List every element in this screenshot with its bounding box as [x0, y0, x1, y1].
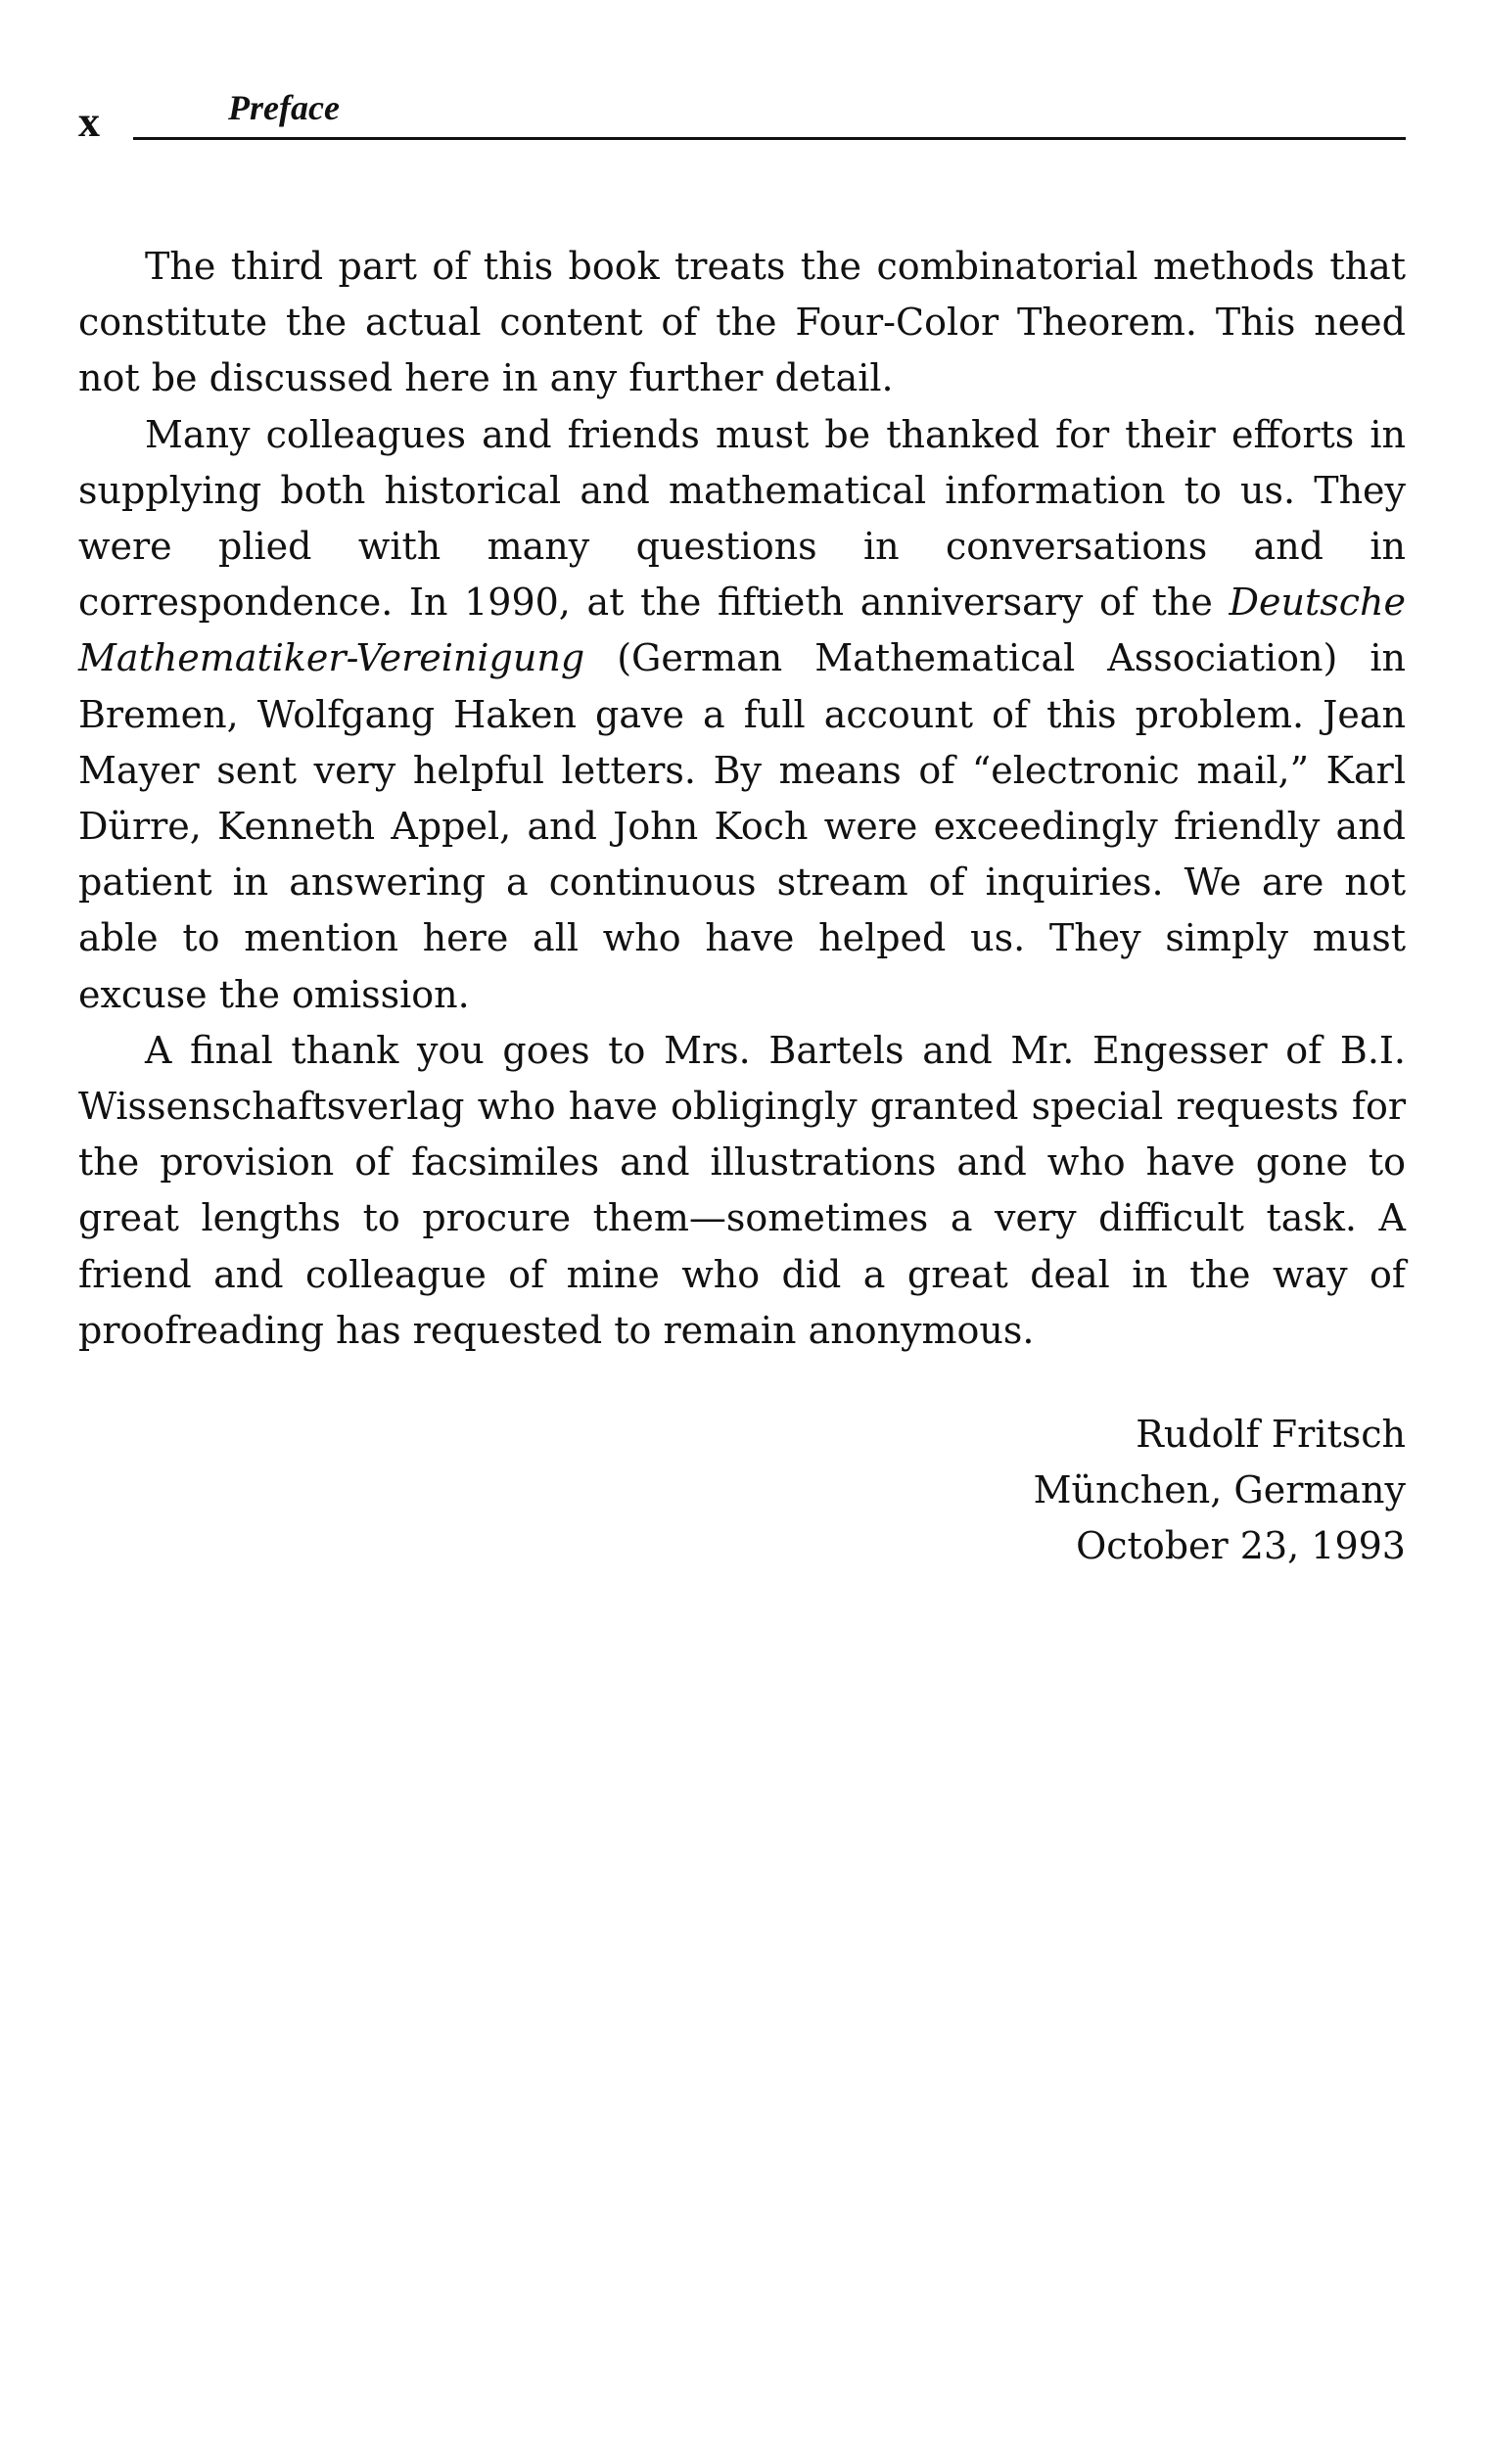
paragraph-1: The third part of this book treats the combinatorial methods that constitute the actual content of the Four-Color Theorem. This need not be discussed here in any further detail.	[78, 245, 1406, 400]
paragraph-3: A final thank you goes to Mrs. Bartels and Mr. Engesser of B.I. Wissenschaftsverlag who have obligingly granted special requests for the provision of facsimiles and illustrations and who have gone to great lengths to procure them—sometimes a very difficult task. A friend and colleague of mine who did a great deal in the way of proofreading has requested to remain anonymous.	[78, 1028, 1406, 1352]
paragraph-2	[78, 407, 1406, 1023]
paragraph-2-text-end: (German Mathematical Association) in Bremen, Wolfgang Haken gave a full account of this problem. Jean Mayer sent very helpful letters. By means of “electronic mail,” Karl Dürre, Kenneth Appel, and John Koch were exceedingly friendly and patient in answering a continuous stream of inquiries. We are not able to mention here all who have helped us. They simply must excuse the omission.	[78, 636, 1406, 1016]
header-rule	[133, 137, 1406, 140]
author-name: Rudolf Fritsch	[1136, 1413, 1406, 1456]
page-number: x	[78, 98, 100, 146]
signature-block	[1034, 1407, 1406, 1574]
section-title: Preface	[228, 88, 340, 127]
preface-body	[78, 239, 1406, 1359]
signature-date: October 23, 1993	[1076, 1524, 1406, 1567]
running-head	[78, 88, 1406, 147]
author-location: München, Germany	[1033, 1468, 1406, 1511]
paragraph-2-text-start: Many colleagues and friends must be thanked for their efforts in supplying both historical and mathematical information to us. They were plied with many questions in conversations and in correspondence. In 1990, at the fiftieth anniversary of the	[78, 412, 1406, 625]
association-name: Deutsche Mathematiker-Vereinigung	[78, 581, 1406, 680]
